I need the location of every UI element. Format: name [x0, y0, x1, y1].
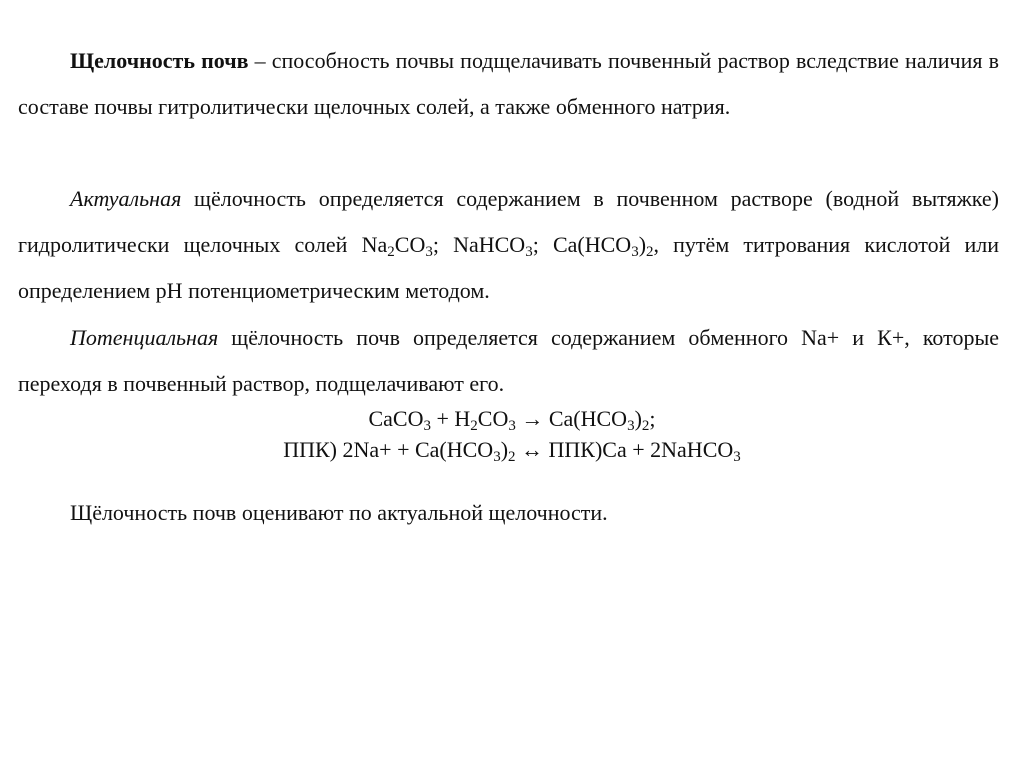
- actual-text-e: ): [638, 232, 647, 257]
- actual-text-d: ; Ca(HCO: [532, 232, 632, 257]
- conclusion-paragraph: [18, 490, 999, 536]
- definition-paragraph: [18, 38, 999, 130]
- equation-1: CaCO$_3$ + $H_2CO_3 \to Ca(HCO_3)_2$;: [368, 406, 656, 434]
- definition-term: Щелочность почв: [70, 48, 249, 73]
- actual-text-f: , путём титрования кислотой или определением рН потенциометрическим методом.: [18, 232, 1000, 303]
- actual-alkalinity-paragraph: [18, 176, 999, 314]
- definition-text: – способность почвы подщелачивать почвенный раствор вследствие наличия в составе почвы гитролитически щелочных солей, а также обменного натрия.: [18, 48, 999, 119]
- potential-text: щёлочность почв определяется содержанием обменного Na+ и К+, которые переходя в почвенный раствор, подщелачивают его.: [18, 325, 999, 396]
- potential-alkalinity-paragraph: [18, 315, 999, 407]
- actual-text-a: щёлочность определяется содержанием в почвенном растворе (водной вытяжке) гидролитически щелочных солей Na: [18, 186, 999, 257]
- subscript: 3: [525, 244, 533, 260]
- equation-2: ППК) $2Na+ + Ca(HCO_3)_2$ ↔ ППК)Ca + 2NaHCO$_3$: [283, 437, 741, 465]
- subscript: 3: [631, 244, 639, 260]
- subscript: 2: [646, 244, 654, 260]
- conclusion-text: Щёлочность почв оценивают по актуальной щелочности.: [70, 500, 608, 525]
- subscript: 2: [387, 244, 395, 260]
- potential-term: Потенциальная: [70, 325, 219, 350]
- subscript: 3: [425, 244, 433, 260]
- actual-text-c: ; NaHCO: [432, 232, 526, 257]
- actual-term: Актуальная: [70, 186, 182, 211]
- actual-text-b: CO: [394, 232, 426, 257]
